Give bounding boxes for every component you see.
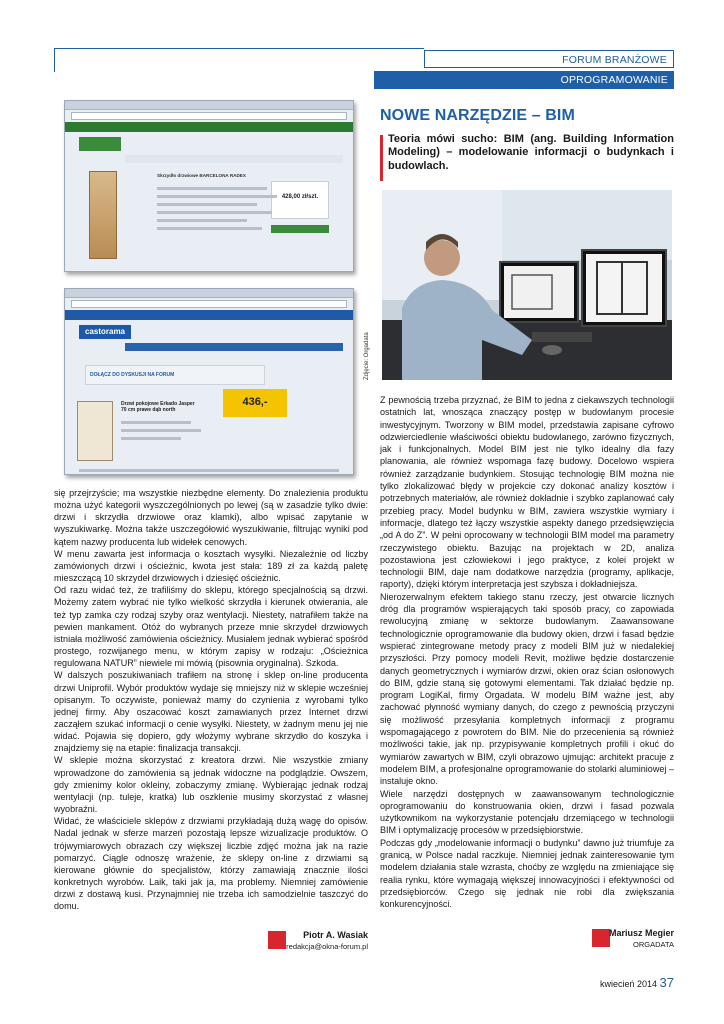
- author-company: ORGADATA: [633, 940, 674, 949]
- frame-line: [54, 48, 424, 49]
- browser-screenshot-castorama: [64, 288, 354, 475]
- site-top-band: [65, 122, 353, 132]
- left-author-signature: [268, 930, 368, 958]
- text-line: [79, 469, 339, 472]
- shop-logo: [79, 137, 121, 151]
- paragraph: W menu zawarta jest informacja o kosztach wysyłki. Niezależnie od liczby zamówionych drzwi i ościeżnic, kwota jest stała: 189 zł za każdą paletę mieszczącą 10 skrzydeł drzwiowych i dziesięć ościeżnic.: [54, 548, 368, 584]
- section-header: FORUM BRANŻOWE: [424, 50, 674, 68]
- product-title: Drzwi pokojowe Erkado Jasper 70 cm prawe dąb north: [121, 401, 195, 413]
- door-product-image: [77, 401, 113, 461]
- text-line: [157, 227, 262, 230]
- browser-titlebar: [65, 101, 353, 110]
- add-to-cart-button: [271, 225, 329, 233]
- author-name: Piotr A. Wasiak: [303, 930, 368, 940]
- paragraph: Wiele narzędzi dostępnych w zaawansowanym technologicznie oprogramowaniu do konstruowania okien, drzwi i fasad pozwala użytkownikom na wykorzystanie potencjału drzemiącego w technologii BIM i optymalizację procesów w przedsiębiorstwie.: [380, 788, 674, 836]
- text-line: [157, 195, 277, 198]
- product-price: 436,-: [242, 396, 268, 408]
- text-line: [157, 203, 257, 206]
- paragraph: Od razu widać też, że trafiliśmy do sklepu, którego specjalnością są drzwi. Możemy zatem wybrać nie tylko wielkość skrzydła i kierunek otwierania, ale też typ zamka czy rodzaj szyby oraz wentylacji. Niestety, natrafiłem także na pewien mankament. Otóż do wybranych przeze mnie skrzydeł drzwiowych istniała możliwość zamówienia ościeżnicy. Musiałem jednak wybierać spośród prostego, rozwijanego menu, w którym zapisy w rodzaju: „Ościeżnica regulowana NATUR” niewiele mi mówią (pisownia oryginalna). Szkoda.: [54, 585, 368, 669]
- paragraph: się przejrzyście; ma wszystkie niezbędne elementy. Do znalezienia produktu można użyć kategorii wyszczególnionych po lewej (są w zasadzie tylko dwie: drzwi i skrzydła drzwiowe oraz klamki), albo wpisać zapytanie w wyszukiwarkę. Można także uszczegółowić wyszukiwanie, filtrując wyniki pod kątem nazwy producenta lub widełek cenowych.: [54, 488, 368, 547]
- paragraph: Podczas gdy „modelowanie informacji o budynku” dawno już triumfuje za granicą, w Polsce nadal raczkuje. Niemniej jednak zainteresowanie tym modelem działania stale wzrasta, choćby ze względu na zmieniające się realia rynku, które wymagają większej innowacyjności i efektywności od przedsiębiorców. Czego się jednak nie robi dla zwiększania konkurencyjności.: [380, 837, 674, 910]
- door-product-image: [89, 171, 117, 259]
- author-email: redakcja@okna-forum.pl: [286, 942, 368, 951]
- left-article-body: [54, 487, 368, 912]
- product-price: 428,00 zł/szt.: [281, 194, 319, 200]
- red-square-marker: [268, 931, 286, 949]
- issue-date: kwiecień 2014: [599, 979, 658, 989]
- castorama-logo: [79, 325, 131, 339]
- forum-banner-text: DOŁĄCZ DO DYSKUSJI NA FORUM: [90, 372, 175, 378]
- lead-accent-bar: [380, 135, 383, 181]
- text-line: [157, 187, 267, 190]
- browser-screenshot-shop: [64, 100, 354, 272]
- castorama-menu: [125, 343, 343, 351]
- text-line: [157, 219, 247, 222]
- paragraph: W dalszych poszukiwaniach trafiłem na stronę i sklep on-line producenta drzwi Uniprofil. Wybór produktów wydaje się mniejszy niż w sklepie wcześniej opisanym. To oczywiste, ponieważ mamy do czynienia z wyrobami tylko jednej firmy. Aby oszacować koszt zamawianych przez Internet drzwi zacząłem szukać informacji o cenie wysyłki. Niestety, w żadnym menu jej nie widać. Pojawia się dopiero, gdy włożymy wybrane skrzydło do koszyka i znajdziemy się na etapie: finalizacja transakcji.: [54, 670, 368, 754]
- right-author-signature: [592, 928, 674, 954]
- text-line: [121, 421, 191, 424]
- shop-menu: [125, 155, 343, 163]
- photo-man-at-computer: [382, 190, 672, 380]
- page-footer: [600, 975, 674, 990]
- paragraph: W sklepie można skorzystać z kreatora drzwi. Nie wszystkie zmiany wprowadzone do zamówienia są jednak widoczne na podglądzie. Owszem, gdy zmienimy kolor okleiny, zobaczymy zmianę. Wybierając jednak rodzaj wentylacji (np. tuleje, kratka) lub oszklenie musimy skorzystać z własnej wyobraźni.: [54, 755, 368, 815]
- price-box: [223, 389, 287, 417]
- article-lead: Teoria mówi sucho: BIM (ang. Building Information Modeling) – modelowanie informacji o budynkach i budowlach.: [388, 133, 674, 172]
- paragraph: Nierozerwalnym efektem takiego stanu rzeczy, jest otwarcie licznych dróg dla programów wspierających taki sposób pracy, co zapowiada rewolucyjną zmianę w sektorze budowlanym. Zaawansowane technologicznie oprogramowanie dla budowy okien, drzwi i fasad będzie wspierać zintegrowane metody pracy z modeli BIM już w niedalekiej przyszłości. Przy pomocy modeli Revit, możliwe będzie dostarczenie danych geometrycznych i wymiarów drzwi, okien oraz ścian osłonowych do BIM, gdzie staną się gotowymi elementami. Tak działać będzie np. program LogiKal, firmy Orgadata. W modelu BIM ważne jest, aby zachować płynność wymiany danych, do czego z pewnością przyczyni się możliwość przesyłania kompletnych informacji z programu wspomagającego z powrotem do BIM. Nie do przecenienia są również możliwości takie, jak np. przypisywanie kompletnych profili i okuć do wymiarów zawartych w BIM, czyli obrazowo ujmując: architekt pracuje z modelem BIM, a profesjonalne oprogramowanie do stolarki aluminiowej – instaluje okno.: [380, 591, 674, 787]
- author-name: Mariusz Megier: [608, 928, 674, 938]
- browser-url-bar: [71, 112, 347, 120]
- forum-banner: [85, 365, 265, 385]
- browser-url-bar: [71, 300, 347, 308]
- castorama-logo-text: castorama: [84, 327, 126, 336]
- browser-titlebar: [65, 289, 353, 298]
- text-line: [157, 211, 272, 214]
- price-box: [271, 181, 329, 219]
- page-number: 37: [659, 975, 674, 990]
- article-title: NOWE NARZĘDZIE – BIM: [380, 107, 575, 124]
- right-article-body: [380, 394, 674, 910]
- product-title: Skrzydło drzwiowe BARCELONA RADEX: [157, 173, 246, 178]
- frame-line: [54, 48, 55, 72]
- subsection-header: OPROGRAMOWANIE: [374, 71, 674, 89]
- text-line: [121, 437, 181, 440]
- photo-credit: Zdjęcie: Orgadata: [364, 332, 370, 380]
- site-top-band: [65, 310, 353, 320]
- text-line: [121, 429, 201, 432]
- paragraph: Z pewnością trzeba przyznać, że BIM to jedna z ciekawszych technologii ostatnich lat, wnosząca znaczący postęp w budowlanym procesie inwestycyjnym. Tworzony w BIM model, przedstawia zapisane cyfrowo odzwierciedlenie właściwości obiektu budowlanego, zarówno fizycznych, jak i funkcjonalnych. Model BIM jest nie tylko idealny dla fazy planowania, ale również wspomaga fazę budowy. Docelowo wspiera również zarządzanie budynkiem. Stosując technologię BIM można nie tylko zlokalizować błędy w projekcie czy dokonać analizy kosztów i potrzebnych materiałów, ale również dokładnie i szybko zaplanować cały przebieg pracy. Model budynku w BIM, zawiera wszystkie wymiary i informacje, dlatego też łączy wszystkie aspekty danego przedsięwzięcia „od A do Z”. W pełni oprocowany w technologii BIM model ma parametry rzeczywistego obiektu. Bazując na projektach w 2D, analiza pozostawiona jest człowiekowi i jego praktyce, z kolei projekt w technologii BIM, daje nam dodatkowe narzędzia (programy, aplikacje, raporty), dzięki którym interpretacja jest szybsza i dokładniejsza.: [380, 395, 674, 590]
- photo-illustration: [382, 190, 672, 380]
- paragraph: Widać, że właściciele sklepów z drzwiami przykładają dużą wagę do opisów. Nadal jednak w sferze marzeń pozostają lepsze wizualizacje produktów. O trójwymiarowych obrazach czy większej liczbie zdjęć można jak na razie pomarzyć. Ciągle odnoszę wrażenie, że sklepy on-line z drzwiami są kierowane głównie do specjalistów, którzy zamawiają znacznie ilości konkretnych wyrobów. Laik, taki jak ja, ma problemy. Niemniej zamówienie drzwi z dostawą kusi. Przynajmniej nie trzeba ich samodzielnie taszczyć do domu.: [54, 816, 368, 912]
- red-square-marker: [592, 929, 610, 947]
